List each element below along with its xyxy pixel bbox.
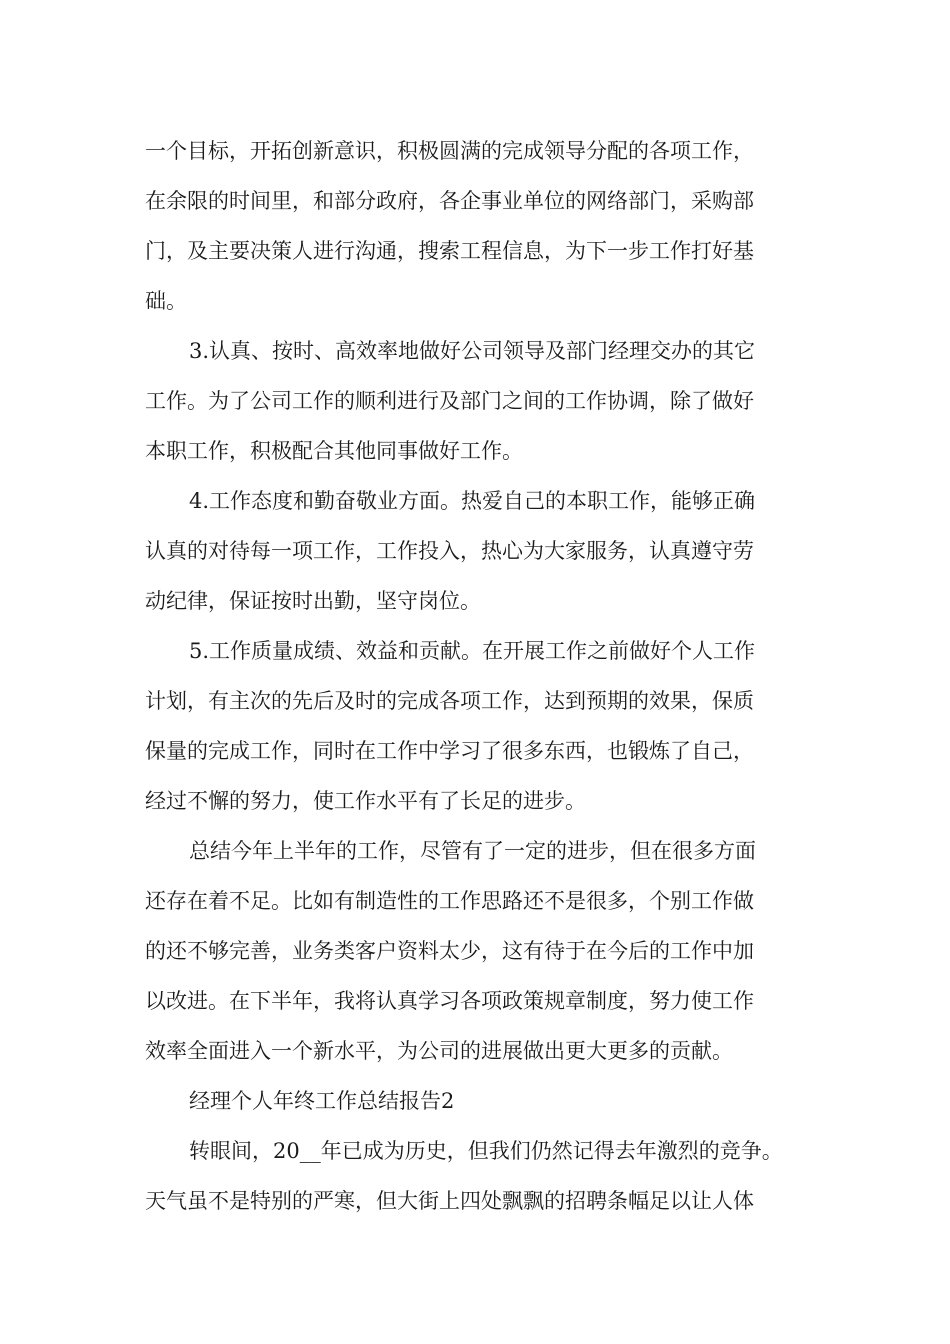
text-line: 保量的完成工作，同时在工作中学习了很多东西，也锻炼了自己， [145,739,754,763]
paragraph-start-line: 转眼间，20__年已成为历史，但我们仍然记得去年激烈的竞争。 [189,1139,783,1163]
text-line: 认真的对待每一项工作，工作投入，热心为大家服务，认真遵守劳 [145,539,754,563]
paragraph-start-line: 4.工作态度和勤奋敬业方面。热爱自己的本职工作，能够正确 [189,489,756,513]
text-line: 在余限的时间里，和部分政府，各企事业单位的网络部门，采购部 [145,189,754,213]
text-line: 础。 [145,289,187,313]
text-line: 还存在着不足。比如有制造性的工作思路还不是很多，个别工作做 [145,889,754,913]
text-line: 门，及主要决策人进行沟通，搜索工程信息，为下一步工作打好基 [145,239,754,263]
text-line: 以改进。在下半年，我将认真学习各项政策规章制度，努力使工作 [145,989,754,1013]
text-line: 经过不懈的努力，使工作水平有了长足的进步。 [145,789,586,813]
paragraph-start-line: 3.认真、按时、高效率地做好公司领导及部门经理交办的其它 [189,339,756,363]
text-line: 效率全面进入一个新水平，为公司的进展做出更大更多的贡献。 [145,1039,733,1063]
paragraph-start-line: 5.工作质量成绩、效益和贡献。在开展工作之前做好个人工作 [189,639,756,663]
text-line: 工作。为了公司工作的顺利进行及部门之间的工作协调，除了做好 [145,389,754,413]
text-line: 的还不够完善，业务类客户资料太少，这有待于在今后的工作中加 [145,939,754,963]
section-heading: 经理个人年终工作总结报告2 [189,1089,455,1113]
text-line: 计划，有主次的先后及时的完成各项工作，达到预期的效果，保质 [145,689,754,713]
text-line: 天气虽不是特别的严寒，但大街上四处飘飘的招聘条幅足以让人体 [145,1189,754,1213]
paragraph-start-line: 总结今年上半年的工作，尽管有了一定的进步，但在很多方面 [189,839,756,863]
text-line: 动纪律，保证按时出勤，坚守岗位。 [145,589,481,613]
text-line: 本职工作，积极配合其他同事做好工作。 [145,439,523,463]
document-body [145,130,815,1230]
text-line: 一个目标，开拓创新意识，积极圆满的完成领导分配的各项工作， [145,139,754,163]
